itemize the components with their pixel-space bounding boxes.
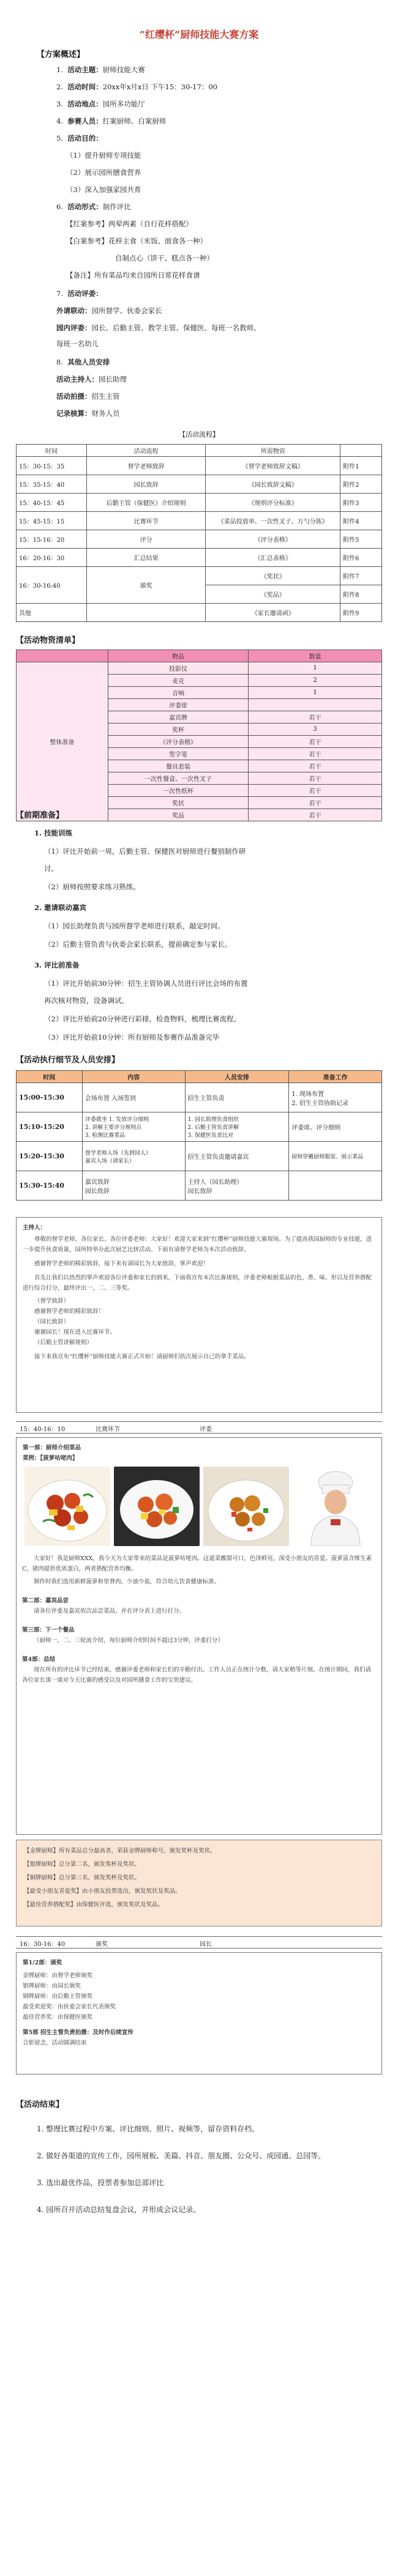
table-row	[17, 475, 382, 494]
ending-item-4: 4. 园所召开活动总结复盘会议，并形成会议记录。	[37, 2205, 201, 2214]
flow-step: 汇总结果	[86, 549, 206, 567]
flow-step: 评分	[86, 530, 206, 549]
award-talk-heading: 第1/2部：颁奖	[23, 1960, 62, 1966]
material-item: 签字笔	[108, 748, 249, 760]
exec-header-staff: 人员安排	[185, 1071, 289, 1083]
materials-table	[16, 650, 382, 821]
material-item: 一次性纸杯	[108, 785, 249, 797]
flow-step: 后勤主管（保健医）介绍规则	[86, 494, 206, 512]
material-item: 奖品	[108, 809, 249, 821]
flow-attach: 附件4	[340, 512, 382, 530]
material-item: 一次性餐盒、一次性叉子	[108, 772, 249, 785]
flow-header-material: 所需物资	[206, 445, 340, 457]
schedule-strip-award	[16, 1936, 382, 1949]
flow-step	[86, 604, 206, 622]
overview-item-1: 1. 活动主题：厨师技能大赛	[56, 65, 145, 74]
chef-photo	[293, 1467, 378, 1546]
award-line-2: 【银牌厨师】总分第二名，颁发奖杯及奖状。	[24, 1861, 141, 1868]
prep-s3-line-1: （1）评比开始前30分钟：招生主管协调人员进行评比会场的布置	[44, 979, 248, 988]
overview-item-8: 8. 其他人员安排	[56, 358, 110, 366]
table-row	[17, 1112, 382, 1142]
flow-material: 《汇总表格》	[206, 549, 340, 567]
exec-prep: 厨师穿戴厨师服装、展示菜品	[289, 1142, 382, 1171]
flow-header-attach	[340, 445, 382, 457]
ending-item-3: 3. 选出最优作品，投票者参加总部评比	[37, 2178, 164, 2187]
form-red: 【红案参考】两荤两素（自行花样搭配）	[66, 220, 193, 228]
prep-s2-line-2: （2）后勤主管负责与伙委会家长联系，提前确定参与家长。	[44, 940, 232, 949]
host-para-4: 接下来我宣布“红缨杯”厨师技能大赛正式开始！请厨师们依次展示自己的拿手菜品。	[34, 1353, 250, 1360]
material-qty: 若干	[249, 711, 382, 724]
flow-step: 园长致辞	[86, 475, 206, 494]
prep-s2-line-1: （1）园长助理负责与园所督学老师进行联系，敲定时间。	[44, 922, 225, 930]
table-row	[17, 549, 382, 567]
flow-material: 《奖状》	[206, 567, 340, 585]
dish-desc	[22, 1553, 376, 1686]
form-note: 【备注】所有菜品均来自园所日常花样食谱	[66, 271, 200, 279]
prep-s1-line-2: 讨。	[44, 864, 58, 873]
ending-item-1: 1. 整理比赛过程中方案、评比细则、照片、视频等，留存资料存档。	[37, 2125, 260, 2133]
exec-time: 15:00-15:30	[17, 1083, 83, 1112]
host-mid-5: （后勤主管讲解规则）	[34, 1339, 93, 1346]
prep-heading: 【前期准备】	[16, 811, 64, 820]
prep-s1-line-3: （2）厨师按照要求练习熟练。	[44, 883, 140, 891]
materials-heading: 【活动物资清单】	[16, 636, 80, 645]
strip-staff: 园长	[200, 1941, 212, 1948]
exec-header-time: 时间	[17, 1071, 83, 1083]
dish-desc-1: 大家好！我是厨师XXX，我今天为大家带来的菜品是菠萝咕咾肉。这道菜酸甜可口，色泽鲜亮，深受小朋友的喜爱。菠萝富含维生素C，猪肉提供优质蛋白，两者搭配营养均衡。	[22, 1555, 372, 1572]
material-qty: 1	[249, 687, 382, 699]
materials-header-item: 物品	[108, 650, 249, 662]
material-qty: 若干	[249, 797, 382, 809]
flow-heading: 【活动流程】	[179, 431, 219, 439]
exec-header-prep: 准备工作	[289, 1071, 382, 1083]
overview-item-3: 3. 活动地点：园所多功能厅	[56, 100, 145, 108]
material-item: 麦克	[108, 675, 249, 687]
material-qty	[249, 699, 382, 711]
exec-staff: 招生主管负责	[185, 1083, 289, 1112]
flow-time: 15：30-15：35	[17, 457, 87, 475]
flow-header-time: 时间	[17, 445, 87, 457]
dish-step2-text: 请各位评委及嘉宾依次品尝菜品，并在评分表上进行打分。	[34, 1608, 186, 1615]
flow-step: 督学老师致辞	[86, 457, 206, 475]
flow-material: 《评分表格》	[206, 530, 340, 549]
ending-heading: 【活动结束】	[16, 2100, 64, 2109]
award-talk-line-1: 金牌厨师：由督学老师颁奖	[23, 1972, 93, 1979]
prep-s3: 3. 评比前准备	[34, 961, 80, 969]
exec-staff: 招生主管负责邀请嘉宾	[185, 1142, 289, 1171]
material-item: 投影仪	[108, 662, 249, 675]
flow-table	[16, 444, 382, 622]
table-row	[17, 1083, 382, 1112]
exec-content: 会场布置 入场签到	[82, 1083, 185, 1112]
prep-s3-line-3: （2）评比开始前20分钟进行彩排，检查物料，梳理比赛流程。	[44, 1015, 241, 1023]
flow-header-step: 活动流程	[86, 445, 206, 457]
exec-header-content: 内容	[82, 1071, 185, 1083]
prep-s3-line-2: 再次核对物资，设备调试。	[44, 996, 129, 1005]
judges-external: 外请联动：园所督学、伙委会家长	[56, 306, 162, 315]
exec-content: 评委就坐 1. 发放评分细则 2. 讲解主要评分规则点 3. 检测比赛菜品	[82, 1112, 185, 1142]
overview-item-6: 6. 活动形式：制作评比	[56, 202, 131, 211]
award-talk-footer-2: 合影留念，活动圆满结束	[23, 2040, 87, 2046]
flow-attach: 附件6	[340, 549, 382, 567]
other-host: 活动主持人：园长助理	[56, 375, 127, 383]
flow-time: 16：30-16:40	[17, 567, 87, 604]
material-qty: 若干	[249, 772, 382, 785]
prep-s2: 2. 邀请联动嘉宾	[34, 903, 87, 912]
flow-time: 15：40-15：45	[17, 494, 87, 512]
judges-internal-2: 每班一名幼儿	[56, 339, 99, 348]
strip-time: 15：40-16：10	[20, 1426, 66, 1433]
flow-material: 《菜品投放单、一次性叉子、方勺分拣》	[206, 512, 340, 530]
material-qty: 3	[249, 724, 382, 736]
host-script-box	[16, 1217, 382, 1413]
material-qty: 若干	[249, 760, 382, 772]
material-qty: 若干	[249, 748, 382, 760]
exec-prep: 1. 现场布置 2. 招生主管协助记录	[289, 1083, 382, 1112]
flow-attach: 附件1	[340, 457, 382, 475]
flow-attach: 附件8	[340, 585, 382, 604]
flow-step: 颁奖	[86, 567, 206, 604]
table-row	[17, 457, 382, 475]
material-qty: 若干	[249, 809, 382, 821]
exec-table	[16, 1070, 382, 1201]
dish-photo-chicken	[203, 1467, 289, 1546]
flow-time: 15：35-15：40	[17, 475, 87, 494]
dish-desc-2: 制作时我们选用新鲜菠萝和里脊肉，少油少盐，符合幼儿饮食健康标准。	[34, 1579, 220, 1585]
award-talk-line-2: 银牌厨师：由园长颁奖	[23, 1983, 81, 1989]
dish-summary-head: 第4部：总结	[22, 1656, 56, 1663]
ending-list	[37, 2121, 374, 2218]
material-item: 评委席	[108, 699, 249, 711]
strip-staff: 评委	[200, 1426, 212, 1433]
goal-3: （3）深入加强家园共育	[66, 185, 141, 194]
dish-sub: 菜例：【菠萝咕咾肉】	[23, 1455, 78, 1462]
materials-category: 整体准备	[17, 662, 108, 821]
form-snack: 自制点心（饼干、糕点各一种）	[115, 254, 214, 262]
material-item: 餐具套装	[108, 760, 249, 772]
dish-heading: 第一部：厨师介绍菜品	[23, 1445, 81, 1451]
overview-item-4: 4. 参赛人员：红案厨师、白案厨师	[56, 117, 167, 125]
strip-content: 颁奖	[96, 1941, 108, 1948]
table-row	[17, 512, 382, 530]
exec-staff: 1. 园长助理负责组织 2. 后勤主管负责讲解 3. 保健医负责比对	[185, 1112, 289, 1142]
award-talk-line-5: 最佳营养奖：由保健医颁奖	[23, 2014, 93, 2021]
host-mid-1: （督学致辞）	[34, 1298, 70, 1305]
award-line-1: 【金牌厨师】所有菜品总分最高者，荣获金牌厨师称号，颁发奖杯及奖状。	[24, 1848, 216, 1854]
overview-item-5: 5. 活动目的：	[56, 134, 103, 142]
material-qty: 1	[249, 662, 382, 675]
schedule-strip-contest	[16, 1421, 382, 1434]
exec-staff: 主持人（园长助理） 园长致辞	[185, 1171, 289, 1201]
flow-time: 15：15-16：20	[17, 530, 87, 549]
prep-s1: 1. 技能训练	[34, 829, 73, 837]
material-item: 奖状	[108, 797, 249, 809]
material-item: 音响	[108, 687, 249, 699]
material-item: 嘉宾牌	[108, 711, 249, 724]
table-row	[17, 1171, 382, 1201]
other-record: 记录核算：财务人员	[56, 409, 120, 418]
exec-heading: 【活动执行细节及人员安排】	[16, 1056, 120, 1065]
exec-content: 督学老师入场（先到园人） 嘉宾入场（请家长）	[82, 1142, 185, 1171]
dish-summary-text: 现在所有的评比环节已经结束，感谢评委老师和家长们的辛勤付出。工作人员正在统计分数，请大家稍等片刻。在统计期间，我们请各位家长谈一谈对今天比赛的感受以及对园所膳食工作的宝贵建议。	[22, 1667, 372, 1684]
host-para-2: 感谢督学老师的精彩致辞，接下来有请园长为大家致辞，掌声欢迎！	[34, 1260, 209, 1267]
form-white: 【白案参考】花样主食（米饭、面食各一种）	[66, 237, 207, 245]
host-label: 主持人：	[23, 1224, 47, 1231]
overview-item-2: 2. 活动时间：20xx年x月x日 下午15：30-17：00	[56, 83, 217, 91]
host-para-1: 尊敬的督学老师、各位家长、各位评委老师：大家好！欢迎大家来到“红缨杯”厨师技能大赛现场。为了提高我园厨师的专业技能，进一步提升伙食质量，园所特举办此次厨艺比拼活动。下面有请督学老师为本次活动致辞。	[23, 1236, 372, 1253]
award-line-3: 【铜牌厨师】总分第三名，颁发奖杯及奖状。	[24, 1875, 141, 1881]
flow-attach: 附件2	[340, 475, 382, 494]
flow-material: 《规则评分标准》	[206, 494, 340, 512]
flow-material: 《家长邀请函》	[206, 604, 340, 622]
goal-1: （1）提升厨师专项技能	[66, 151, 141, 160]
prep-s3-line-4: （3）评比开始前10分钟：所有厨师及参赛作品准备完毕	[44, 1033, 220, 1042]
overview-heading: 【方案概述】	[37, 50, 85, 59]
other-photo: 活动拍摄：招生主管	[56, 392, 120, 401]
strip-content: 比赛环节	[96, 1426, 120, 1433]
table-row	[17, 662, 382, 675]
table-row	[17, 604, 382, 622]
flow-time: 15：45-15：15	[17, 512, 87, 530]
exec-time: 15:10-15:20	[17, 1112, 83, 1142]
award-talk-line-4: 最受欢迎奖：由伙委会家长代表颁奖	[23, 2004, 116, 2010]
material-item: 《评分表格》	[108, 736, 249, 748]
host-mid-2: 感谢督学老师的精彩致辞！	[34, 1308, 105, 1315]
table-row	[17, 494, 382, 512]
table-row	[17, 1142, 382, 1171]
table-row	[17, 567, 382, 585]
strip-time: 16：30-16：40	[20, 1941, 66, 1948]
material-qty: 2	[249, 675, 382, 687]
flow-material: 《督学老师致辞文稿》	[206, 457, 340, 475]
flow-attach: 附件9	[340, 604, 382, 622]
flow-material: 《奖品》	[206, 585, 340, 604]
flow-attach: 附件3	[340, 494, 382, 512]
material-qty: 若干	[249, 785, 382, 797]
award-talk-footer: 第5部 招生主管负责拍摄：及时作后续宣传	[23, 2029, 133, 2036]
prep-s1-line-1: （1）评比开始前一周，后勤主管、保健医对厨师进行餐别制作研	[44, 847, 246, 856]
flow-attach: 附件7	[340, 567, 382, 585]
exec-time: 15:30-15:40	[17, 1171, 83, 1201]
exec-prep: 评委席、评分细则	[289, 1112, 382, 1142]
dish-step2: 第二部：嘉宾品尝	[22, 1597, 69, 1604]
dish-photo-sweet-sour	[114, 1467, 200, 1546]
flow-time: 其他	[17, 604, 87, 622]
ending-item-2: 2. 做好各渠道的宣传工作，园所展板、美篇、抖音、朋友圈、公众号、成园通、总园等。	[37, 2152, 326, 2160]
award-line-4: 【最受小朋友喜爱奖】由小朋友投票选出，颁发奖状及奖品。	[24, 1888, 181, 1895]
host-mid-3: （园长致辞）	[34, 1319, 70, 1325]
flow-material: 《园长致辞文稿》	[206, 475, 340, 494]
host-para-3: 首先让我们以热烈的掌声欢迎各位评委和家长的到来，下面我宣布本次比赛规则，评委老师根据菜品的色、香、味、形以及营养搭配进行综合打分，最终评出一、二、三等奖。	[23, 1275, 372, 1292]
material-item: 奖杯	[108, 724, 249, 736]
overview-item-7: 7. 活动评委：	[56, 289, 103, 298]
dish-step3: 第三部：下一个餐品	[22, 1627, 75, 1634]
judges-internal: 园内评委：园长、后勤主管、教学主管、保健医、每班一名教师、	[56, 324, 261, 332]
dish-photo-pineapple-pork	[24, 1467, 110, 1546]
flow-time: 16：20-16：30	[17, 549, 87, 567]
goal-2: （2）展示园所膳食营养	[66, 168, 141, 177]
flow-step: 比赛环节	[86, 512, 206, 530]
award-line-5: 【最佳营养搭配奖】由保健医评选，颁发奖状及奖品。	[24, 1901, 164, 1908]
host-mid-4: 谢谢园长！现在进入比赛环节。	[34, 1329, 116, 1336]
page-title: “红缨杯”厨师技能大赛方案	[139, 29, 259, 40]
dish-step3-text: （厨师一、二、三轮流介绍，每位厨师介绍时间不超过3分钟，评委打分）	[34, 1637, 224, 1644]
award-talk-box	[16, 1952, 382, 2074]
exec-content: 嘉宾致辞 园长致辞	[82, 1171, 185, 1201]
exec-time: 15:20-15:30	[17, 1142, 83, 1171]
table-row	[17, 530, 382, 549]
flow-attach: 附件5	[340, 530, 382, 549]
award-talk-line-3: 铜牌厨师：由后勤主管颁奖	[23, 1993, 93, 2000]
exec-prep	[289, 1171, 382, 1201]
materials-header-qty: 数量	[249, 650, 382, 662]
award-criteria-box	[16, 1840, 382, 1926]
material-qty: 若干	[249, 736, 382, 748]
